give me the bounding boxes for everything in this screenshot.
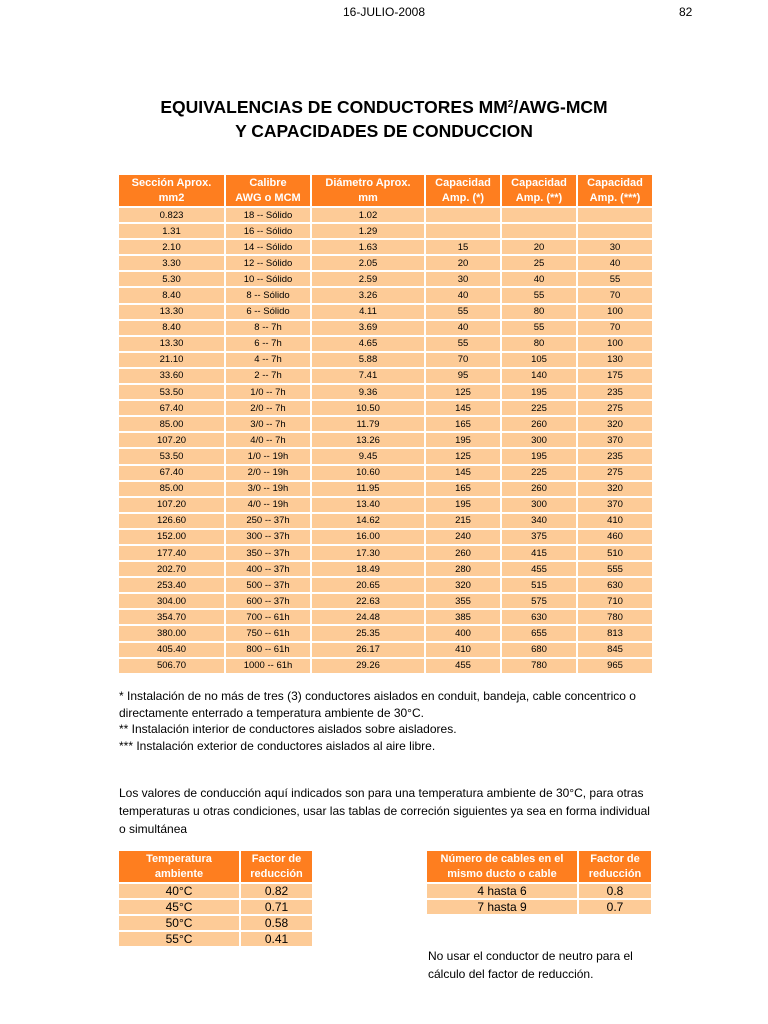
conductor-table-row [119, 337, 652, 351]
conductor-table-header-line: Sección Aprox. [131, 176, 212, 189]
footnote-3: *** Instalación exterior de conductores aislados al aire libre. [119, 738, 436, 753]
conductor-table-cell: 14 -- Sólido [226, 240, 310, 254]
conductor-table-cell: 11.95 [312, 482, 424, 496]
conductor-table-cell: 510 [578, 546, 652, 560]
conductor-table-cell: 4/0 -- 19h [226, 498, 310, 512]
conductor-table-cell: 130 [578, 353, 652, 367]
conductor-table-cell: 20 [502, 240, 576, 254]
conductor-table-cell: 410 [426, 643, 500, 657]
conductor-table-cell: 177.40 [119, 546, 224, 560]
conductor-table-cell: 4 -- 7h [226, 353, 310, 367]
conductor-table-cell: 12 -- Sólido [226, 256, 310, 270]
conductor-table-cell: 70 [578, 321, 652, 335]
footnotes [119, 688, 659, 754]
title-superscript: 2 [507, 99, 514, 110]
conductor-table-cell: 655 [502, 626, 576, 640]
conductor-table-cell: 630 [502, 610, 576, 624]
conductor-table-cell: 5.30 [119, 272, 224, 286]
temperature-table-cell: 0.58 [241, 916, 312, 930]
conductor-table-row [119, 224, 652, 238]
conductor-table-cell: 55 [502, 288, 576, 302]
conductor-table-row [119, 659, 652, 673]
conductor-table-header-line: Capacidad [587, 176, 643, 189]
conductor-table-cell: 10.60 [312, 466, 424, 480]
conductor-table-header-cell [578, 175, 652, 206]
conductor-table-row [119, 401, 652, 415]
conductor-table-header-cell [426, 175, 500, 206]
conductor-table-cell: 260 [426, 546, 500, 560]
conductor-table-cell: 17.30 [312, 546, 424, 560]
conductor-table-cell: 30 [426, 272, 500, 286]
conductor-table-cell: 235 [578, 385, 652, 399]
conductor-table-cell: 29.26 [312, 659, 424, 673]
conductor-table-cell: 1.02 [312, 208, 424, 222]
cables-table-header-line: Número de cables en el [440, 852, 564, 865]
conductor-table-row [119, 610, 652, 624]
temperature-table-cell: 45°C [119, 900, 239, 914]
cables-table-cell: 0.8 [579, 884, 651, 898]
temperature-table-cell: 0.71 [241, 900, 312, 914]
cables-table-row [427, 884, 651, 898]
conductor-table-cell: 3.30 [119, 256, 224, 270]
conductor-table-cell: 415 [502, 546, 576, 560]
conductor-table-cell: 253.40 [119, 578, 224, 592]
conductor-table-cell: 165 [426, 482, 500, 496]
conductor-table-cell: 455 [502, 562, 576, 576]
conductor-table-cell: 13.40 [312, 498, 424, 512]
conductor-table-row [119, 305, 652, 319]
conductor-table-cell: 680 [502, 643, 576, 657]
conductor-table-cell: 385 [426, 610, 500, 624]
conductor-table-cell: 85.00 [119, 482, 224, 496]
temperature-table-row [119, 916, 312, 930]
conductor-table-cell: 40 [578, 256, 652, 270]
conductor-table-header-cell [226, 175, 310, 206]
conductor-table-cell: 2.05 [312, 256, 424, 270]
conductor-table-cell: 125 [426, 449, 500, 463]
conductor-table-row [119, 240, 652, 254]
conductor-table-cell: 1.29 [312, 224, 424, 238]
conductor-table-row [119, 417, 652, 431]
conductor-table-cell: 2 -- 7h [226, 369, 310, 383]
conductor-table-cell: 965 [578, 659, 652, 673]
conductor-table-header-line: Diámetro Aprox. [325, 176, 411, 189]
conductor-table-cell: 3.26 [312, 288, 424, 302]
conductor-table-cell: 53.50 [119, 449, 224, 463]
conductor-table-cell [502, 224, 576, 238]
conductor-table-cell: 235 [578, 449, 652, 463]
conductor-table-cell: 4.11 [312, 305, 424, 319]
conductor-table-cell: 405.40 [119, 643, 224, 657]
conductor-table-cell: 320 [578, 417, 652, 431]
conductor-table-cell: 630 [578, 578, 652, 592]
conductor-table-cell: 8.40 [119, 288, 224, 302]
conductor-table-row [119, 433, 652, 447]
conductor-table-row [119, 256, 652, 270]
conductor-table-cell: 195 [502, 449, 576, 463]
footnote-2: ** Instalación interior de conductores aislados sobre aisladores. [119, 722, 457, 736]
conductor-table-cell: 845 [578, 643, 652, 657]
page-title [0, 95, 768, 143]
conductor-table-cell: 13.26 [312, 433, 424, 447]
temperature-table-header-line: ambiente [154, 867, 204, 880]
conductor-table-cell: 1.63 [312, 240, 424, 254]
conductor-table-row [119, 643, 652, 657]
conductor-table-header-cell [119, 175, 224, 206]
conductor-table-cell: 145 [426, 466, 500, 480]
conductor-table-cell: 107.20 [119, 433, 224, 447]
conductor-table-cell: 320 [426, 578, 500, 592]
conductor-table-cell: 70 [426, 353, 500, 367]
conductor-table-cell: 14.62 [312, 514, 424, 528]
temperature-table-row [119, 932, 312, 946]
conductor-table-cell: 700 -- 61h [226, 610, 310, 624]
conductor-table-cell: 300 [502, 433, 576, 447]
conductor-table-cell: 500 -- 37h [226, 578, 310, 592]
conductor-table [117, 173, 654, 675]
conductor-table-cell: 370 [578, 433, 652, 447]
temperature-table-header-line: Factor de [251, 852, 302, 865]
conductor-table-cell: 9.45 [312, 449, 424, 463]
conductor-table-cell: 95 [426, 369, 500, 383]
footnote-1: * Instalación de no más de tres (3) conductores aislados en conduit, bandeja, cable concentrico o directamente enterrado a temperatura ambiente de 30°C. [119, 689, 636, 720]
conductor-table-cell: 100 [578, 305, 652, 319]
conductor-table-row [119, 578, 652, 592]
conductor-table-header-line: Calibre [249, 176, 287, 189]
conductor-table-cell: 55 [502, 321, 576, 335]
conductor-table-cell: 24.48 [312, 610, 424, 624]
conductor-table-cell: 460 [578, 530, 652, 544]
conductor-table-cell: 1.31 [119, 224, 224, 238]
cables-table-cell: 4 hasta 6 [427, 884, 577, 898]
conductor-table-header-line: Amp. (***) [589, 191, 641, 204]
conductor-table-cell: 354.70 [119, 610, 224, 624]
conductor-table-row [119, 272, 652, 286]
conductor-table-cell [426, 224, 500, 238]
conductor-table-header-line: mm [358, 191, 378, 204]
conductor-table-cell: 125 [426, 385, 500, 399]
conductor-table-cell: 1000 -- 61h [226, 659, 310, 673]
conductor-table-cell: 3.69 [312, 321, 424, 335]
conductor-table-cell: 575 [502, 594, 576, 608]
conductor-table-cell: 2.59 [312, 272, 424, 286]
conductor-table-cell: 85.00 [119, 417, 224, 431]
neutral-note: No usar el conductor de neutro para el cálculo del factor de reducción. [428, 949, 633, 981]
conductor-table-cell: 710 [578, 594, 652, 608]
conductor-table-cell: 370 [578, 498, 652, 512]
cables-table-header-line: reducción [588, 867, 642, 880]
conductor-table-cell: 1/0 -- 19h [226, 449, 310, 463]
temperature-table-cell: 50°C [119, 916, 239, 930]
conductor-table-cell: 126.60 [119, 514, 224, 528]
temperature-table-row [119, 884, 312, 898]
conductor-table-cell: 107.20 [119, 498, 224, 512]
conductor-table-cell: 455 [426, 659, 500, 673]
conductor-table-row [119, 482, 652, 496]
title-line-1-main: EQUIVALENCIAS DE CONDUCTORES MM [160, 97, 508, 117]
conductor-table-row [119, 594, 652, 608]
conductor-table-row [119, 353, 652, 367]
header-date: 16-JULIO-2008 [342, 5, 426, 19]
conductor-table-cell: 30 [578, 240, 652, 254]
conductor-table-row [119, 288, 652, 302]
conductor-table-row [119, 208, 652, 222]
conductor-table-cell: 400 -- 37h [226, 562, 310, 576]
conductor-table-cell: 555 [578, 562, 652, 576]
conductor-table-row [119, 626, 652, 640]
conductor-table-cell: 6 -- 7h [226, 337, 310, 351]
conductor-table-cell: 22.63 [312, 594, 424, 608]
conductor-table-cell: 2/0 -- 7h [226, 401, 310, 415]
conductor-table-row [119, 385, 652, 399]
conductor-table-cell: 100 [578, 337, 652, 351]
temperature-table-header-line: Temperatura [146, 852, 212, 865]
title-line-1-tail: /AWG-MCM [513, 97, 608, 117]
conductor-table-cell: 750 -- 61h [226, 626, 310, 640]
conductor-table-cell: 9.36 [312, 385, 424, 399]
conductor-table-cell [578, 224, 652, 238]
conductor-table-cell: 18 -- Sólido [226, 208, 310, 222]
conductor-table-cell: 165 [426, 417, 500, 431]
temperature-table-header-line: reducción [250, 867, 303, 880]
conductor-table-cell: 0.823 [119, 208, 224, 222]
conductor-table-cell: 25.35 [312, 626, 424, 640]
conductor-table-cell: 67.40 [119, 466, 224, 480]
conductor-table-cell: 15 [426, 240, 500, 254]
conductor-table-cell: 380.00 [119, 626, 224, 640]
conductor-table-cell: 275 [578, 401, 652, 415]
conductor-table-cell: 240 [426, 530, 500, 544]
conductor-table-cell: 600 -- 37h [226, 594, 310, 608]
temperature-table-cell: 40°C [119, 884, 239, 898]
conductor-table-cell: 80 [502, 305, 576, 319]
conductor-table-cell: 18.49 [312, 562, 424, 576]
conductor-table-cell: 506.70 [119, 659, 224, 673]
conductor-table-cell: 260 [502, 417, 576, 431]
conductor-table-row [119, 530, 652, 544]
conductor-table-header-cell [502, 175, 576, 206]
conductor-table-cell: 400 [426, 626, 500, 640]
conductor-table-row [119, 466, 652, 480]
conductor-table-cell: 140 [502, 369, 576, 383]
conductor-table-cell: 67.40 [119, 401, 224, 415]
cables-table-header-line: mismo ducto o cable [447, 867, 557, 880]
conductor-table-header-cell [312, 175, 424, 206]
conductor-table-cell: 3/0 -- 7h [226, 417, 310, 431]
conductor-table-cell: 780 [578, 610, 652, 624]
conductor-table-row [119, 498, 652, 512]
cables-table-header [427, 851, 651, 882]
conductor-table-cell: 20 [426, 256, 500, 270]
cables-table-header-cell [579, 851, 651, 882]
conductor-table-cell: 780 [502, 659, 576, 673]
conductor-table-cell: 355 [426, 594, 500, 608]
conductor-table-cell: 10.50 [312, 401, 424, 415]
conductor-table-header-line: Amp. (*) [441, 191, 485, 204]
conductor-table-cell: 515 [502, 578, 576, 592]
conductor-table-cell: 195 [502, 385, 576, 399]
conductor-table-cell: 55 [578, 272, 652, 286]
conductor-table-cell: 21.10 [119, 353, 224, 367]
conductor-table-cell: 13.30 [119, 305, 224, 319]
cables-table-cell: 0.7 [579, 900, 651, 914]
conductor-table-cell: 7.41 [312, 369, 424, 383]
conductor-table-cell: 11.79 [312, 417, 424, 431]
conductor-table-cell [426, 208, 500, 222]
cables-table-row [427, 900, 651, 914]
conductor-table-cell: 350 -- 37h [226, 546, 310, 560]
conductor-table-row [119, 562, 652, 576]
conductor-table-cell: 26.17 [312, 643, 424, 657]
conductor-table-cell: 375 [502, 530, 576, 544]
temperature-table-row [119, 900, 312, 914]
cables-table-cell: 7 hasta 9 [427, 900, 577, 914]
conductor-table-cell: 300 [502, 498, 576, 512]
conductor-table-cell: 4/0 -- 7h [226, 433, 310, 447]
conductor-table-cell: 195 [426, 498, 500, 512]
conductor-table-row [119, 449, 652, 463]
conductor-table-row [119, 369, 652, 383]
conductor-table-cell: 1/0 -- 7h [226, 385, 310, 399]
conductor-table-cell: 2/0 -- 19h [226, 466, 310, 480]
conductor-table-cell: 6 -- Sólido [226, 305, 310, 319]
conductor-table-cell: 215 [426, 514, 500, 528]
page-number: 82 [679, 5, 693, 19]
conductor-table-cell: 5.88 [312, 353, 424, 367]
cables-table-header-line: Factor de [590, 852, 640, 865]
conductor-table-cell: 16 -- Sólido [226, 224, 310, 238]
conductor-table-cell: 195 [426, 433, 500, 447]
conductor-table-cell: 2.10 [119, 240, 224, 254]
conductor-table-row [119, 321, 652, 335]
conductor-table-cell [502, 208, 576, 222]
conductor-table-cell: 202.70 [119, 562, 224, 576]
conductor-table-cell: 250 -- 37h [226, 514, 310, 528]
conductor-table-cell: 225 [502, 401, 576, 415]
conductor-table-cell: 55 [426, 305, 500, 319]
title-line-2: Y CAPACIDADES DE CONDUCCION [235, 121, 533, 141]
conductor-table-header-line: Capacidad [511, 176, 567, 189]
conductor-table-cell: 33.60 [119, 369, 224, 383]
temperature-table-cell: 0.82 [241, 884, 312, 898]
conductor-table-cell: 40 [426, 321, 500, 335]
conductor-table-cell [578, 208, 652, 222]
conductor-table-cell: 16.00 [312, 530, 424, 544]
conductor-table-row [119, 546, 652, 560]
conductor-table-header-line: AWG o MCM [235, 191, 301, 204]
conductor-table-cell: 320 [578, 482, 652, 496]
conductor-table-header-line: mm2 [158, 191, 185, 204]
conductor-table-cell: 40 [426, 288, 500, 302]
cables-correction-table [425, 849, 653, 916]
conductor-table-cell: 813 [578, 626, 652, 640]
conductor-table-cell: 340 [502, 514, 576, 528]
conductor-table-cell: 175 [578, 369, 652, 383]
conductor-table-cell: 152.00 [119, 530, 224, 544]
temperature-table-header-cell [119, 851, 239, 882]
conductor-table-cell: 275 [578, 466, 652, 480]
conductor-table-cell: 13.30 [119, 337, 224, 351]
conductor-table-cell: 3/0 -- 19h [226, 482, 310, 496]
cables-table-header-cell [427, 851, 577, 882]
temperature-table-header-cell [241, 851, 312, 882]
conductor-table-cell: 145 [426, 401, 500, 415]
temperature-table-cell: 0.41 [241, 932, 312, 946]
conductor-table-cell: 70 [578, 288, 652, 302]
conductor-table-cell: 8.40 [119, 321, 224, 335]
conductor-table-cell: 8 -- 7h [226, 321, 310, 335]
conductor-table-cell: 40 [502, 272, 576, 286]
conductor-table-cell: 225 [502, 466, 576, 480]
conductor-table-cell: 105 [502, 353, 576, 367]
conductor-table-cell: 280 [426, 562, 500, 576]
conductor-table-row [119, 514, 652, 528]
conductor-table-cell: 8 -- Sólido [226, 288, 310, 302]
conductor-table-header-line: Amp. (**) [515, 191, 563, 204]
conductor-table-header-line: Capacidad [435, 176, 491, 189]
conductor-table-cell: 55 [426, 337, 500, 351]
temperature-correction-table [117, 849, 314, 948]
conductor-table-cell: 260 [502, 482, 576, 496]
conductor-table-cell: 300 -- 37h [226, 530, 310, 544]
conductor-table-cell: 25 [502, 256, 576, 270]
temperature-table-cell: 55°C [119, 932, 239, 946]
conductor-table-cell: 80 [502, 337, 576, 351]
conductor-table-header [119, 175, 652, 206]
conductor-table-cell: 53.50 [119, 385, 224, 399]
conductor-table-cell: 800 -- 61h [226, 643, 310, 657]
temperature-table-header [119, 851, 312, 882]
conductor-table-cell: 4.65 [312, 337, 424, 351]
conductor-table-cell: 410 [578, 514, 652, 528]
conductor-table-cell: 304.00 [119, 594, 224, 608]
conductor-table-cell: 10 -- Sólido [226, 272, 310, 286]
title-line-1 [0, 95, 768, 119]
conduction-paragraph: Los valores de conducción aquí indicados son para una temperatura ambiente de 30°C, para otras temperaturas u otras condiciones, usar las tablas de correción siguientes ya sea en forma individual o simultánea [119, 786, 650, 836]
conductor-table-cell: 20.65 [312, 578, 424, 592]
